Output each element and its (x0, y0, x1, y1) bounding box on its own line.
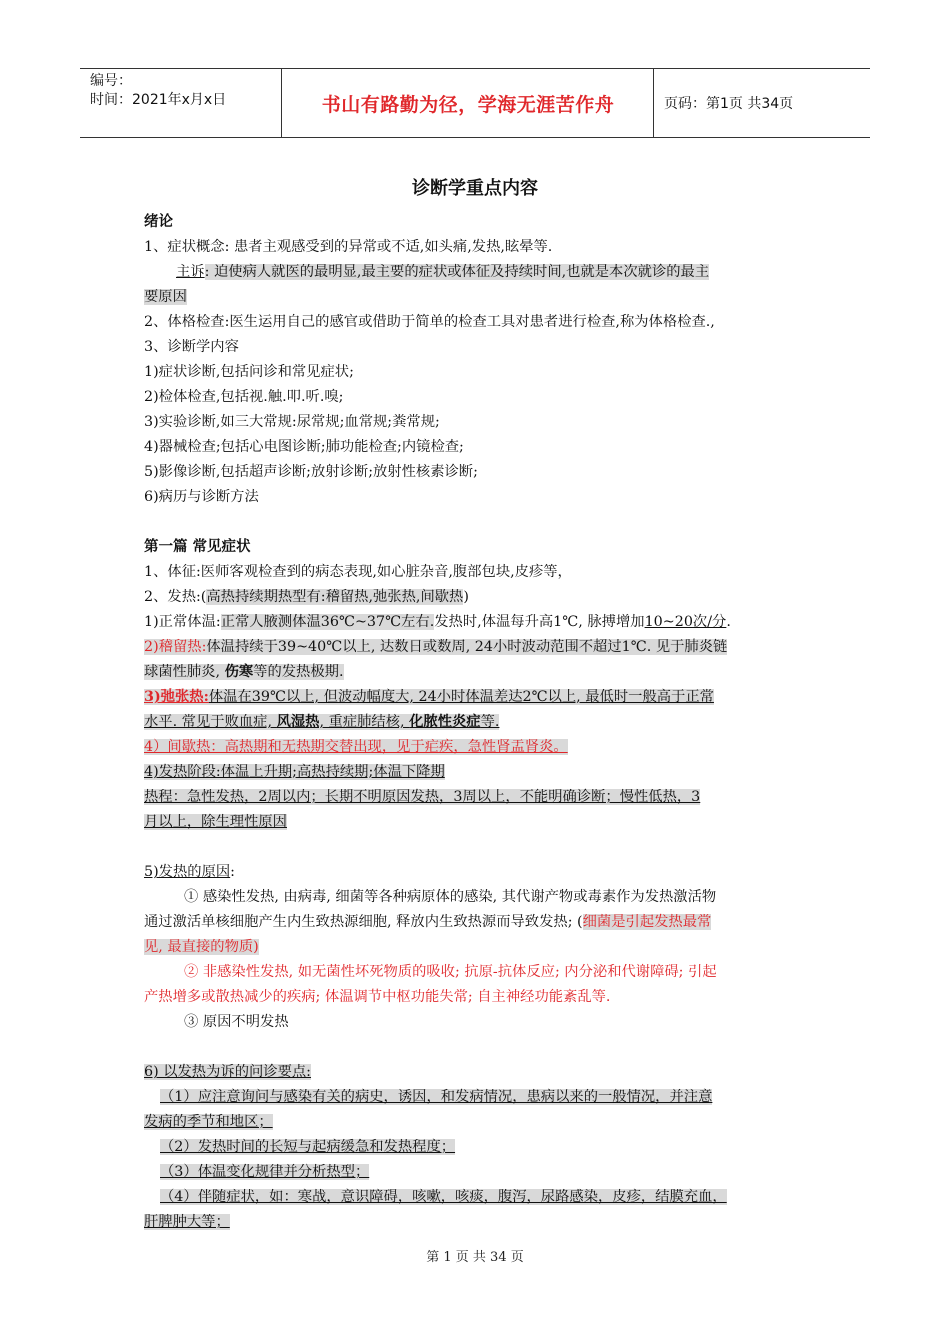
date-label: 时间：2021年x月x日 (90, 92, 227, 108)
paragraph: 4）间歇热：高热期和无热期交替出现，见于疟疾，急性肾盂肾炎。 (144, 739, 568, 755)
header-meta (80, 69, 282, 137)
document-body (144, 210, 814, 1235)
number-label: 编号： (90, 73, 132, 89)
paragraph: 要原因 (144, 289, 187, 305)
paragraph: 2、发热:(高热持续期热型有:稽留热,弛张热,间歇热) (144, 589, 469, 605)
paragraph: 2)稽留热:体温持续于39~40℃以上, 达数日或数周, 24小时波动范围不超过1℃. 见于肺炎链 (144, 639, 728, 655)
paragraph: 4)发热阶段:体温上升期;高热持续期;体温下降期 (144, 764, 445, 780)
paragraph: 3)弛张热:体温在39℃以上, 但波动幅度大, 24小时体温差达2℃以上, 最低时一般高于正常 (144, 689, 714, 705)
list-item: 2)检体检查,包括视.触.叩.听.嗅; (144, 389, 344, 405)
section-heading-intro: 绪论 (144, 214, 173, 230)
paragraph: 2、体格检查:医生运用自己的感官或借助于简单的检查工具对患者进行检查,称为体格检查., (144, 314, 715, 330)
list-item: 肝脾肿大等； (144, 1214, 230, 1230)
document-title: 诊断学重点内容 (412, 178, 538, 199)
list-item: 3)实验诊断,如三大常规:尿常规;血常规;粪常规; (144, 414, 440, 430)
paragraph: 1、症状概念: 患者主观感受到的异常或不适,如头痛,发热,眩晕等. (144, 239, 553, 255)
paragraph: ③ 原因不明发热 (184, 1014, 289, 1030)
paragraph: 1、体征:医师客观检查到的病态表现,如心脏杂音,腹部包块,皮疹等， (144, 564, 572, 580)
list-item: （4）伴随症状，如：寒战，意识障碍，咳嗽，咳痰，腹泻，尿路感染，皮疹，结膜充血， (160, 1189, 727, 1205)
paragraph: 热程：急性发热，2周以内；长期不明原因发热，3周以上，不能明确诊断；慢性低热，3 (144, 789, 701, 805)
list-item: 1)症状诊断,包括问诊和常见症状; (144, 364, 354, 380)
paragraph: 1)正常体温:正常人腋测体温36℃~37℃左右.发热时,体温每升高1℃, 脉搏增加10~20次/分. (144, 614, 731, 630)
list-item: 发病的季节和地区； (144, 1114, 273, 1130)
paragraph: 见, 最直接的物质) (144, 939, 259, 955)
list-item: （1）应注意询问与感染有关的病史，诱因，和发病情况，患病以来的一般情况，并注意 (160, 1089, 713, 1105)
paragraph: 3、诊断学内容 (144, 339, 239, 355)
subsection-heading: 6) 以发热为诉的问诊要点: (144, 1064, 312, 1080)
paragraph: 产热增多或散热减少的疾病; 体温调节中枢功能失常; 自主神经功能紊乱等. (144, 989, 611, 1005)
subsection-heading: 5)发热的原因: (144, 864, 235, 880)
header-motto: 书山有路勤为径，学海无涯苦作舟 (283, 69, 654, 137)
term-chief-complaint: 主诉 (176, 264, 205, 280)
page-footer: 第 1 页 共 34 页 (426, 1250, 524, 1265)
list-item: 4)器械检查;包括心电图诊断;肺功能检查;内镜检查; (144, 439, 464, 455)
section-heading-part1: 第一篇 常见症状 (144, 539, 251, 555)
list-item: 6)病历与诊断方法 (144, 489, 259, 505)
paragraph: 球菌性肺炎, 伤寒等的发热极期. (144, 664, 344, 680)
list-item: （3）体温变化规律并分析热型； (160, 1164, 370, 1180)
list-item: （2）发热时间的长短与起病缓急和发热程度； (160, 1139, 456, 1155)
list-item: 5)影像诊断,包括超声诊断;放射诊断;放射性核素诊断; (144, 464, 478, 480)
header-page-label: 页码：第1页 共34页 (664, 96, 794, 112)
paragraph: ① 感染性发热, 由病毒, 细菌等各种病原体的感染, 其代谢产物或毒素作为发热激活物 (184, 889, 717, 905)
paragraph: ② 非感染性发热, 如无菌性坏死物质的吸收; 抗原-抗体反应; 内分泌和代谢障碍; 引起 (184, 964, 717, 980)
paragraph: 通过激活单核细胞产生内生致热源细胞, 释放内生致热源而导致发热; (细菌是引起发热最常 (144, 914, 712, 930)
paragraph: 月以上，除生理性原因 (144, 814, 287, 830)
paragraph: 水平. 常见于败血症, 风湿热, 重症肺结核, 化脓性炎症等. (144, 714, 500, 730)
page-header (80, 68, 870, 138)
paragraph: 主诉: 迫使病人就医的最明显,最主要的症状或体征及持续时间,也就是本次就诊的最主 (176, 264, 710, 280)
